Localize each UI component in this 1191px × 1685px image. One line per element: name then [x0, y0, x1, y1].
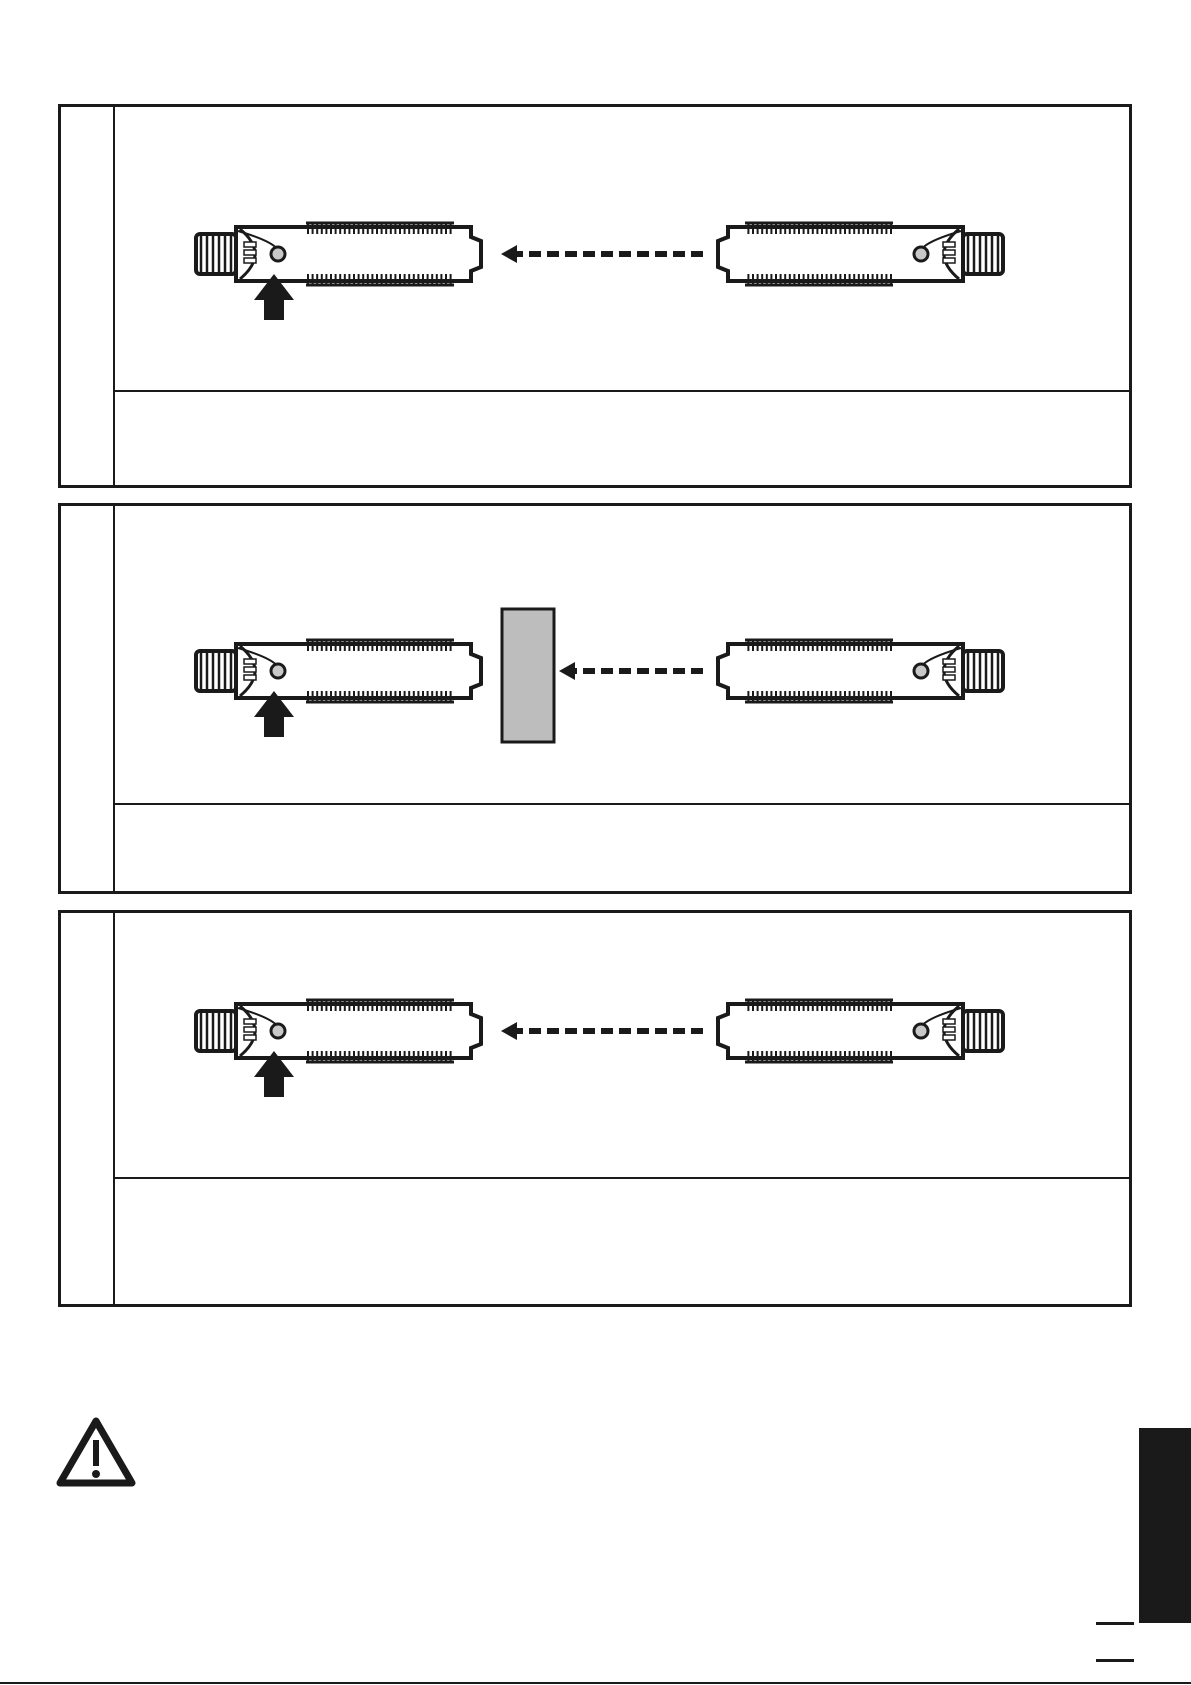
light-beam-arrow [501, 245, 703, 263]
panel-divider [113, 390, 1129, 392]
emitter-sensor [718, 1000, 1003, 1062]
section-tab [1139, 1428, 1191, 1623]
indicator-led [271, 664, 285, 678]
indicator-led [914, 664, 928, 678]
sensor-diagram [61, 107, 1129, 485]
sensor-diagram [61, 506, 1129, 891]
instruction-panel-3 [58, 910, 1132, 1307]
panel-divider [113, 803, 1129, 805]
page-mark-upper [1096, 1622, 1134, 1625]
emitter-sensor [718, 640, 1003, 702]
indicator-led [271, 1024, 285, 1038]
receiver-sensor [196, 640, 481, 737]
receiver-sensor [196, 223, 481, 320]
light-beam-arrow [559, 662, 703, 680]
panel-divider [113, 1177, 1129, 1179]
receiver-sensor [196, 1000, 481, 1097]
indicator-led [914, 247, 928, 261]
sensor-diagram [61, 913, 1129, 1304]
indicator-led [914, 1024, 928, 1038]
warning-triangle-icon [56, 1416, 136, 1488]
indicator-led [271, 247, 285, 261]
page-mark-lower [1096, 1659, 1134, 1662]
light-beam-arrow [501, 1022, 703, 1040]
emitter-sensor [718, 223, 1003, 285]
blocking-object [502, 609, 554, 742]
instruction-panel-1 [58, 104, 1132, 488]
bottom-rule [0, 1682, 1191, 1684]
instruction-panel-2 [58, 503, 1132, 894]
